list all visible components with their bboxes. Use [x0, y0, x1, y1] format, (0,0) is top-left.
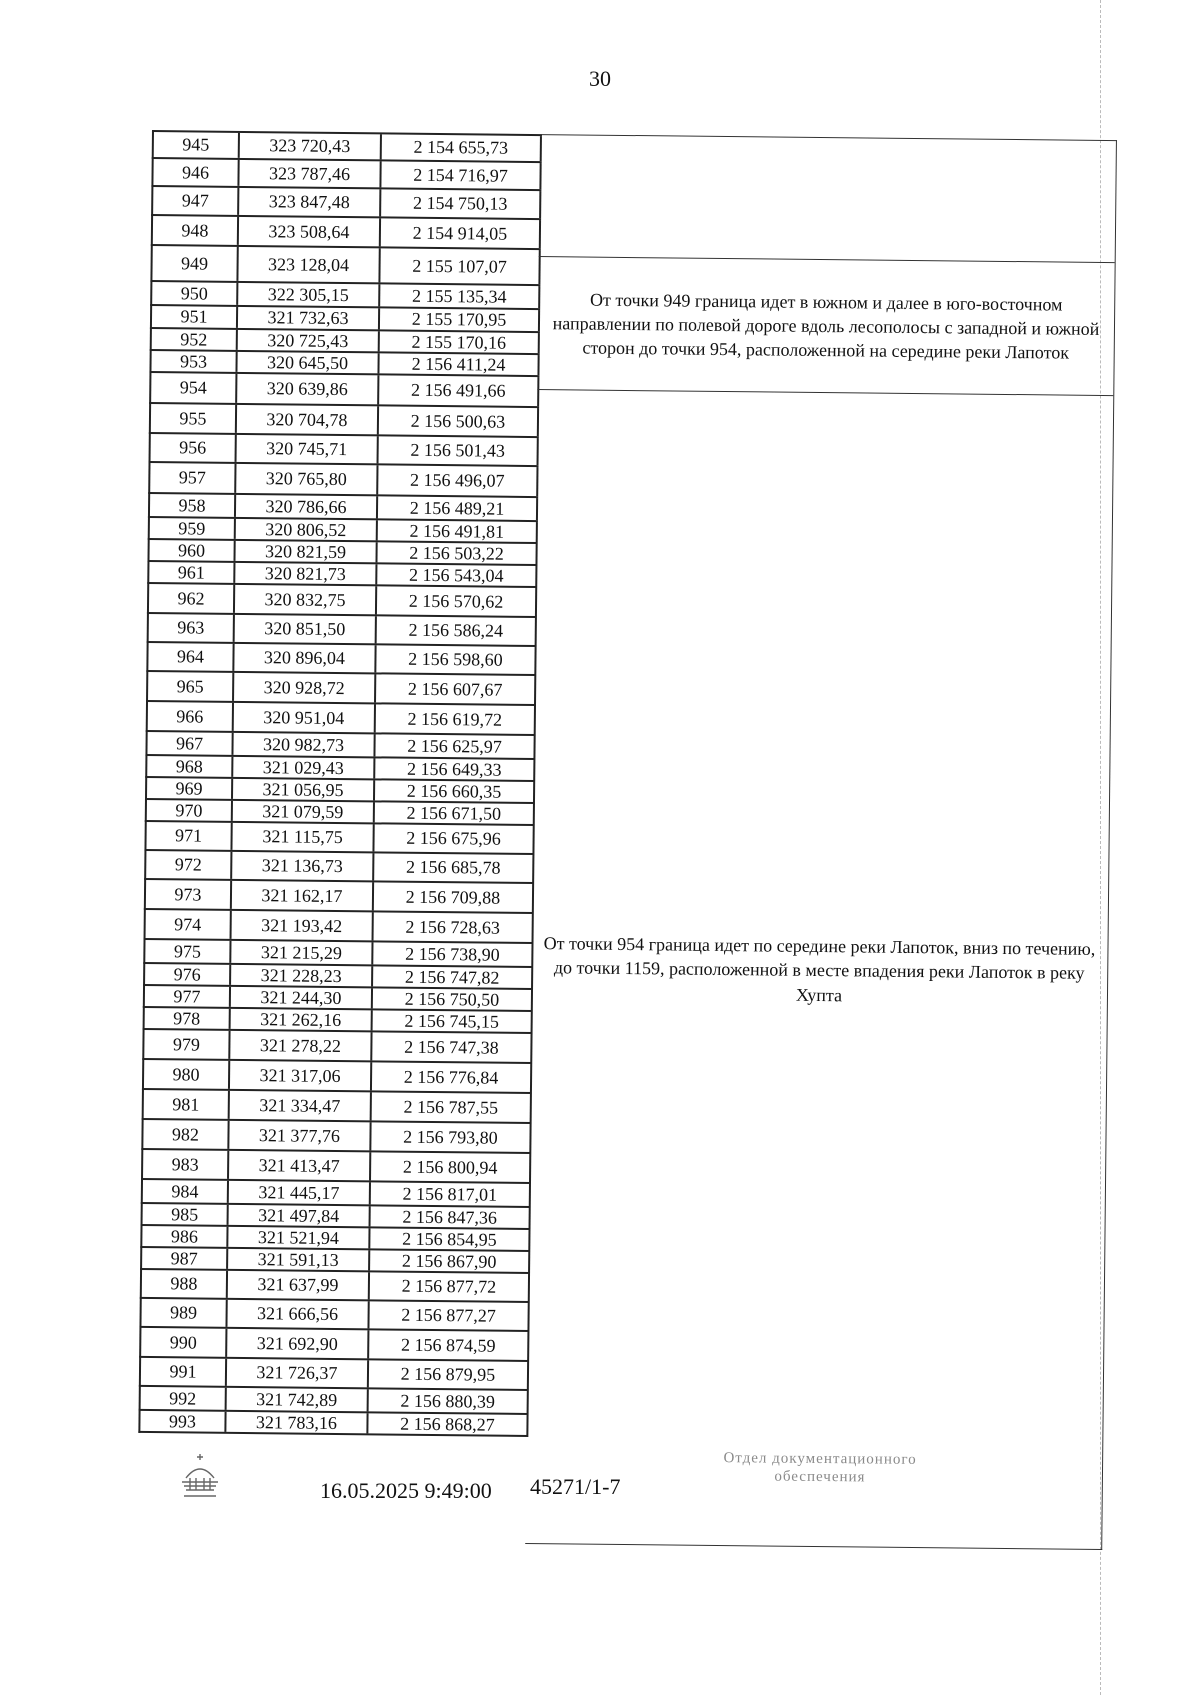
coordinate-y: 2 156 496,07	[378, 465, 538, 496]
point-number: 948	[153, 216, 239, 245]
coordinate-y: 2 156 879,95	[369, 1360, 529, 1389]
coordinate-x: 321 521,94	[228, 1227, 370, 1248]
point-number: 953	[151, 351, 237, 372]
point-number: 955	[151, 404, 237, 433]
coordinate-x: 320 832,75	[235, 585, 377, 614]
coordinate-y: 2 154 716,97	[381, 161, 541, 189]
table-row	[139, 1299, 529, 1332]
coordinate-x: 323 847,48	[239, 188, 381, 216]
coordinate-y: 2 156 817,01	[371, 1182, 531, 1206]
table-row	[149, 434, 539, 467]
coordinates-table	[138, 130, 542, 1437]
table-row	[152, 130, 542, 163]
table-row	[144, 851, 534, 884]
emblem-icon	[178, 1452, 222, 1507]
coordinate-y: 2 156 607,67	[376, 674, 536, 704]
point-number: 993	[140, 1411, 226, 1432]
point-number: 947	[153, 187, 239, 215]
point-number: 991	[141, 1358, 227, 1386]
point-number: 962	[149, 584, 235, 613]
table-row	[146, 672, 536, 706]
point-number: 964	[148, 643, 234, 671]
point-number: 961	[149, 562, 235, 583]
point-number: 952	[152, 329, 238, 350]
coordinate-x: 321 115,75	[232, 823, 374, 851]
coordinate-x: 321 079,59	[233, 801, 375, 822]
point-number: 950	[152, 282, 238, 305]
coordinate-x: 321 591,13	[228, 1249, 370, 1270]
department-stamp	[690, 1449, 950, 1487]
coordinate-x: 323 508,64	[239, 217, 381, 246]
table-row	[142, 1030, 532, 1064]
point-number: 957	[150, 463, 236, 493]
coordinate-y: 2 156 489,21	[378, 496, 538, 520]
point-number: 959	[150, 518, 236, 539]
coordinate-y: 2 156 880,39	[369, 1389, 529, 1413]
coordinate-y: 2 154 655,73	[382, 134, 542, 161]
point-number: 966	[148, 702, 234, 731]
point-number: 969	[147, 778, 233, 799]
coordinate-y: 2 156 787,55	[372, 1092, 532, 1122]
coordinate-y: 2 156 709,88	[374, 882, 534, 912]
coordinate-x: 320 851,50	[235, 615, 377, 643]
coordinate-x: 321 726,37	[227, 1359, 369, 1387]
coordinate-y: 2 156 750,50	[373, 988, 533, 1010]
coordinate-x: 320 639,86	[237, 374, 379, 404]
coordinate-y: 2 156 570,62	[377, 586, 537, 616]
coordinate-y: 2 156 867,90	[370, 1250, 530, 1272]
coordinate-y: 2 155 170,95	[380, 308, 540, 331]
table-row	[144, 880, 534, 914]
point-number: 970	[147, 800, 233, 821]
point-number: 968	[147, 756, 233, 777]
table-row	[139, 1328, 529, 1362]
table-row	[141, 1150, 531, 1184]
table-row	[141, 1120, 531, 1154]
point-number: 987	[142, 1248, 228, 1269]
coordinate-x: 321 377,76	[229, 1121, 371, 1150]
table-row	[150, 246, 540, 286]
coordinate-y: 2 156 491,81	[378, 520, 538, 542]
coordinate-y: 2 156 586,24	[377, 616, 537, 645]
coordinate-y: 2 156 747,38	[372, 1032, 532, 1062]
coordinate-x: 321 228,23	[231, 965, 373, 986]
stamp-line-1: Отдел документационного	[723, 1450, 917, 1468]
coordinate-y: 2 156 671,50	[375, 802, 535, 824]
table-row	[147, 614, 537, 647]
coordinate-y: 2 155 135,34	[380, 284, 540, 308]
coordinate-y: 2 156 793,80	[371, 1122, 531, 1152]
coordinate-y: 2 156 877,27	[369, 1301, 529, 1330]
description-cell-949-954: От точки 949 граница идет в южном и далее в юго-восточном направлении по полевой дороге вдоль лесополосы с западной и южной сторон до точки 954, расположенной на середине реки Лапоток	[537, 256, 1114, 396]
point-number: 971	[146, 822, 232, 850]
table-row	[151, 187, 541, 220]
point-number: 946	[153, 159, 239, 186]
point-number: 974	[146, 910, 232, 939]
point-number: 989	[141, 1299, 227, 1327]
coordinate-x: 321 244,30	[231, 987, 373, 1008]
coordinate-y: 2 156 500,63	[379, 406, 539, 436]
coordinate-x: 323 787,46	[239, 160, 381, 187]
point-number: 988	[142, 1270, 228, 1298]
table-row	[139, 1358, 529, 1391]
coordinate-x: 323 720,43	[240, 133, 382, 159]
coordinate-y: 2 156 877,72	[370, 1272, 530, 1301]
point-number: 975	[145, 940, 231, 963]
coordinate-y: 2 154 750,13	[381, 189, 541, 218]
table-row	[149, 404, 539, 438]
coordinate-x: 320 786,66	[236, 495, 378, 518]
point-number: 984	[143, 1180, 229, 1203]
coordinate-y: 2 156 685,78	[374, 853, 534, 882]
point-number: 990	[141, 1328, 227, 1357]
table-row	[142, 1060, 532, 1094]
coordinate-y: 2 156 874,59	[369, 1330, 529, 1360]
point-number: 982	[143, 1120, 229, 1149]
coordinate-x: 320 821,59	[235, 541, 377, 562]
coordinate-y: 2 156 800,94	[371, 1152, 531, 1182]
coordinate-x: 321 742,89	[227, 1388, 369, 1411]
point-number: 979	[144, 1030, 230, 1059]
coordinate-x: 321 162,17	[232, 881, 374, 910]
coordinate-y: 2 156 543,04	[377, 564, 537, 586]
coordinate-y: 2 156 660,35	[375, 780, 535, 802]
point-number: 951	[152, 306, 238, 328]
stamp-line-2: обеспечения	[774, 1468, 866, 1486]
table-row	[144, 822, 534, 855]
point-number: 958	[150, 494, 236, 517]
coordinate-y: 2 156 728,63	[374, 912, 534, 942]
table-row	[147, 584, 537, 618]
coordinate-x: 321 732,63	[238, 307, 380, 329]
point-number: 986	[142, 1226, 228, 1247]
table-row	[151, 216, 541, 250]
coordinate-x: 321 215,29	[231, 941, 373, 964]
coordinate-x: 320 982,73	[233, 733, 375, 756]
coordinate-y: 2 156 491,66	[379, 375, 539, 406]
coordinate-x: 320 951,04	[234, 703, 376, 732]
coordinate-y: 2 156 747,82	[373, 966, 533, 988]
coordinate-x: 320 704,78	[237, 405, 379, 434]
coordinate-x: 320 806,52	[236, 519, 378, 540]
point-number: 949	[152, 246, 238, 281]
point-number: 963	[149, 614, 235, 642]
coordinate-x: 321 413,47	[229, 1151, 371, 1180]
coordinate-y: 2 156 745,15	[373, 1010, 533, 1032]
point-number: 967	[147, 732, 233, 755]
coordinate-x: 321 136,73	[232, 852, 374, 880]
coordinate-x: 321 497,84	[229, 1205, 371, 1226]
coordinate-x: 320 745,71	[237, 435, 379, 463]
coordinate-y: 2 155 170,16	[380, 331, 540, 353]
point-number: 980	[144, 1060, 230, 1089]
coordinate-x: 320 896,04	[234, 644, 376, 672]
coordinate-x: 321 692,90	[227, 1329, 369, 1358]
coordinate-y: 2 156 619,72	[376, 704, 536, 734]
table-row	[151, 159, 541, 191]
coordinate-y: 2 154 914,05	[381, 218, 541, 248]
coordinate-x: 320 821,73	[235, 563, 377, 584]
coordinate-y: 2 156 598,60	[376, 645, 536, 674]
coordinate-x: 321 278,22	[230, 1031, 372, 1060]
table-row	[138, 1411, 528, 1437]
coordinate-x: 320 645,50	[237, 352, 379, 373]
table-row	[149, 373, 539, 408]
table-row	[144, 910, 534, 944]
coordinate-y: 2 156 501,43	[379, 436, 539, 465]
point-number: 985	[143, 1204, 229, 1225]
coordinate-y: 2 156 411,24	[379, 353, 539, 375]
point-number: 965	[148, 672, 234, 701]
point-number: 972	[146, 851, 232, 879]
coordinates-sheet	[137, 130, 1117, 1552]
footer-datetime: 16.05.2025 9:49:00	[320, 1478, 492, 1503]
point-number: 976	[145, 964, 231, 985]
coordinate-x: 320 765,80	[236, 464, 378, 494]
coordinate-x: 320 928,72	[234, 673, 376, 702]
point-number: 954	[151, 373, 237, 403]
table-row	[146, 643, 536, 676]
coordinate-x: 321 056,95	[233, 779, 375, 800]
coordinate-y: 2 156 649,33	[375, 758, 535, 780]
point-number: 978	[145, 1008, 231, 1029]
coordinate-y: 2 156 625,97	[375, 734, 535, 758]
point-number: 983	[143, 1150, 229, 1179]
table-row	[146, 702, 536, 736]
coordinate-x: 321 445,17	[229, 1181, 371, 1204]
page-number: 30	[589, 66, 611, 91]
coordinate-y: 2 156 503,22	[377, 542, 537, 564]
coordinate-x: 320 725,43	[238, 330, 380, 351]
coordinate-y: 2 156 776,84	[372, 1062, 532, 1092]
point-number: 945	[154, 132, 240, 158]
coordinate-x: 321 193,42	[232, 911, 374, 940]
coordinate-x: 321 783,16	[226, 1412, 368, 1433]
coordinate-x: 322 305,15	[238, 283, 380, 306]
coordinate-x: 323 128,04	[238, 247, 380, 282]
point-number: 981	[144, 1090, 230, 1119]
description-column	[525, 134, 1117, 1550]
coordinate-x: 321 666,56	[227, 1300, 369, 1328]
coordinate-y: 2 155 107,07	[380, 248, 540, 284]
coordinate-y: 2 156 675,96	[374, 824, 534, 853]
coordinate-x: 321 637,99	[228, 1271, 370, 1299]
coordinate-y: 2 156 854,95	[370, 1228, 530, 1250]
coordinate-y: 2 156 847,36	[371, 1206, 531, 1228]
coordinate-y: 2 156 738,90	[373, 942, 533, 966]
coordinate-x: 321 029,43	[233, 757, 375, 778]
table-row	[142, 1090, 532, 1124]
coordinate-x: 321 262,16	[231, 1009, 373, 1030]
coordinate-y: 2 156 868,27	[368, 1413, 528, 1435]
coordinate-x: 321 317,06	[230, 1061, 372, 1090]
point-number: 992	[141, 1387, 227, 1410]
coordinate-x: 321 334,47	[230, 1091, 372, 1120]
footer-document-number: 45271/1-7	[530, 1474, 621, 1499]
point-number: 960	[149, 540, 235, 561]
table-row	[140, 1270, 530, 1303]
point-number: 956	[151, 434, 237, 462]
point-number: 977	[145, 986, 231, 1007]
point-number: 973	[146, 880, 232, 909]
table-row	[148, 463, 538, 498]
description-cell-954-993: От точки 954 граница идет по середине реки Лапоток, вниз по течению, до точки 1159, расположенной в месте впадения реки Лапоток в реку Хупта	[543, 933, 1096, 1005]
description-cell-945-948	[539, 135, 1116, 262]
